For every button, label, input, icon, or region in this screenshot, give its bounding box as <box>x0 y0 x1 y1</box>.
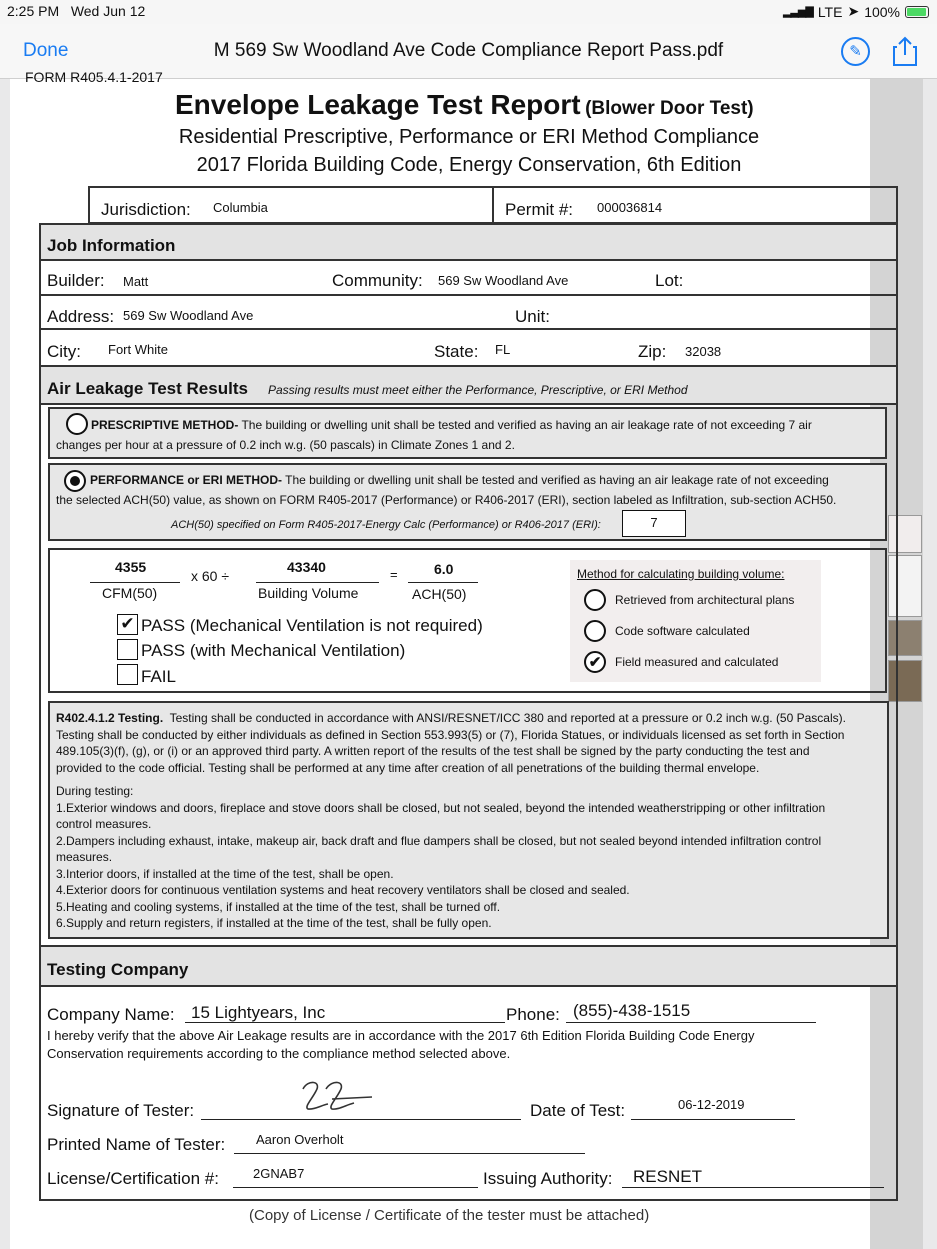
pdf-page <box>10 69 870 1249</box>
pass-with-ventilation-checkbox[interactable] <box>117 639 138 660</box>
date-value[interactable]: 06-12-2019 <box>678 1097 745 1112</box>
done-button[interactable]: Done <box>23 40 69 61</box>
job-info-title: Job Information <box>47 236 176 255</box>
method-option-3: Field measured and calculated <box>615 655 779 669</box>
method-software-radio[interactable] <box>584 620 606 642</box>
status-time: 2:25 PM <box>7 3 60 19</box>
state-label: State: <box>434 342 479 361</box>
phone-line <box>566 1022 816 1023</box>
method-title: Method for calculating building volume: <box>577 567 785 581</box>
ach-value[interactable]: 6.0 <box>434 561 454 577</box>
permit-value[interactable]: 000036814 <box>597 200 663 215</box>
authority-label: Issuing Authority: <box>483 1169 613 1188</box>
markup-pen-icon[interactable]: ✎ <box>841 37 870 66</box>
date-label: Date of Test: <box>530 1101 626 1120</box>
multiplier: x 60 ÷ <box>191 568 230 584</box>
footer-note: (Copy of License / Certificate of the tester must be attached) <box>249 1207 650 1224</box>
cfm-label: CFM(50) <box>102 585 158 601</box>
state-value[interactable]: FL <box>495 342 511 357</box>
battery-percent: 100% <box>864 3 900 20</box>
form-title: Envelope Leakage Test Report (Blower Door Test) <box>175 89 754 120</box>
performance-line-2: the selected ACH(50) value, as shown on FORM R405-2017 (Performance) or R406-2017 (ERI), section labeled as Infiltration, sub-section ACH50. <box>56 493 837 507</box>
zip-label: Zip: <box>638 342 667 361</box>
date-line <box>631 1119 795 1120</box>
form-number: FORM R405.4.1-2017 <box>25 69 163 85</box>
signal-icon: ▂▃▅▇ <box>782 6 813 18</box>
pass-no-ventilation-checkbox[interactable]: ✔ <box>117 614 138 635</box>
verify-line-1: I hereby verify that the above Air Leakage results are in accordance with the 2017 6th Edition Florida Building Code Energy <box>47 1028 755 1043</box>
ach-line <box>408 582 478 583</box>
unit-label: Unit: <box>515 307 550 326</box>
cfm-line <box>90 582 180 583</box>
air-leakage-title: Air Leakage Test Results <box>47 379 248 398</box>
fail-checkbox[interactable] <box>117 664 138 685</box>
printed-name-line <box>234 1153 585 1154</box>
performance-radio[interactable] <box>64 470 86 492</box>
license-value[interactable]: 2GNAB7 <box>253 1166 305 1181</box>
volume-label: Building Volume <box>258 585 359 601</box>
company-label: Company Name: <box>47 1005 175 1024</box>
method-plans-radio[interactable] <box>584 589 606 611</box>
network-label: LTE <box>817 3 843 20</box>
jurisdiction-divider <box>492 186 494 224</box>
jurisdiction-value[interactable]: Columbia <box>213 200 268 215</box>
form-subtitle-1: Residential Prescriptive, Performance or ERI Method Compliance <box>178 126 760 148</box>
company-value[interactable]: 15 Lightyears, Inc <box>191 1003 326 1022</box>
city-value[interactable]: Fort White <box>108 342 168 357</box>
prescriptive-line-2: changes per hour at a pressure of 0.2 inch w.g. (50 pascals) in Climate Zones 1 and 2. <box>56 438 515 452</box>
jurisdiction-label: Jurisdiction: <box>101 200 191 219</box>
result-option-3: FAIL <box>141 667 176 686</box>
method-option-1: Retrieved from architectural plans <box>615 593 795 607</box>
cfm-value[interactable]: 4355 <box>115 559 147 575</box>
community-label: Community: <box>332 271 423 290</box>
testing-company-title: Testing Company <box>47 960 189 979</box>
prescriptive-radio[interactable] <box>66 413 88 435</box>
license-line <box>233 1187 478 1188</box>
address-label: Address: <box>47 307 115 326</box>
permit-label: Permit #: <box>505 200 574 219</box>
row-divider <box>39 294 898 296</box>
printed-name-value[interactable]: Aaron Overholt <box>256 1132 344 1147</box>
ach-spec-label: ACH(50) specified on Form R405-2017-Energy Calc (Performance) or R406-2017 (ERI): <box>171 519 601 531</box>
air-leakage-note: Passing results must meet either the Performance, Prescriptive, or ERI Method <box>268 383 688 397</box>
printed-name-label: Printed Name of Tester: <box>47 1135 226 1154</box>
signature-line <box>201 1119 521 1120</box>
performance-line-1: PERFORMANCE or ERI METHOD- The building or dwelling unit shall be tested and verified as having an air leakage rate of not exceeding <box>90 473 829 487</box>
city-label: City: <box>47 342 81 361</box>
row-divider <box>39 328 898 330</box>
result-option-1: PASS (Mechanical Ventilation is not required) <box>141 616 483 635</box>
battery-icon <box>905 6 929 18</box>
share-icon[interactable] <box>893 36 917 66</box>
ach-label: ACH(50) <box>412 586 467 602</box>
result-option-2: PASS (with Mechanical Ventilation) <box>141 641 406 660</box>
address-value[interactable]: 569 Sw Woodland Ave <box>123 308 254 323</box>
method-field-radio[interactable]: ✔ <box>584 651 606 673</box>
ach-spec-field[interactable]: 7 <box>622 510 686 537</box>
location-icon: ➤ <box>847 3 860 19</box>
status-bar <box>0 0 937 24</box>
status-date: Wed Jun 12 <box>70 3 146 19</box>
verify-line-2: Conservation requirements according to the compliance method selected above. <box>47 1046 511 1061</box>
phone-label: Phone: <box>506 1005 560 1024</box>
lot-label: Lot: <box>655 271 684 290</box>
equals-sign: = <box>390 567 398 582</box>
builder-label: Builder: <box>47 271 105 290</box>
volume-value[interactable]: 43340 <box>287 559 326 575</box>
authority-value[interactable]: RESNET <box>633 1167 702 1186</box>
volume-line <box>256 582 379 583</box>
prescriptive-line-1: PRESCRIPTIVE METHOD- The building or dwelling unit shall be tested and verified as having an air leakage rate of not exceeding 7 air <box>91 418 812 432</box>
authority-line <box>622 1187 884 1188</box>
phone-value[interactable]: (855)-438-1515 <box>573 1001 691 1020</box>
community-value[interactable]: 569 Sw Woodland Ave <box>438 273 569 288</box>
license-label: License/Certification #: <box>47 1169 219 1188</box>
signature-label: Signature of Tester: <box>47 1101 195 1120</box>
tester-signature[interactable] <box>298 1077 378 1113</box>
document-title: M 569 Sw Woodland Ave Code Compliance Report Pass.pdf <box>213 40 724 61</box>
r402-text: R402.4.1.2 Testing. Testing shall be conducted in accordance with ANSI/RESNET/ICC 380 and reported at a pressure or 0.2 inch w.g. (50 Pascals). Testing shall be conducted by either individuals as defined in Section 553.993(5) or (7), Florida Statues, or individuals licensed as set forth in Section 489.105(3)(f), (g), or (i) or an approved third party. A written report of the results of the test shall be signed by the party conducting the test and provided to the code official. Testing shall be performed at any time after creation of all penetrations of the building thermal envelope. During testing: 1.Exterior windows and doors, fireplace and stove doors shall be closed, but not sealed, beyond the intended weatherstripping or other infiltration control measures. 2.Dampers including exhaust, intake, makeup air, back draft and flue dampers shall be closed, but not sealed beyond intended infiltration control measures. 3.Interior doors, if installed at the time of the test, shall be open. 4.Exterior doors for continuous ventilation systems and heat recovery ventilators shall be closed and sealed. 5.Heating and cooling systems, if installed at the time of the test, shall be turned off. 6.Supply and return registers, if installed at the time of the test, shall be fully open. <box>56 711 846 930</box>
method-option-2: Code software calculated <box>615 624 750 638</box>
builder-value[interactable]: Matt <box>123 274 149 289</box>
zip-value[interactable]: 32038 <box>685 344 722 359</box>
form-subtitle-2: 2017 Florida Building Code, Energy Conservation, 6th Edition <box>196 154 742 176</box>
